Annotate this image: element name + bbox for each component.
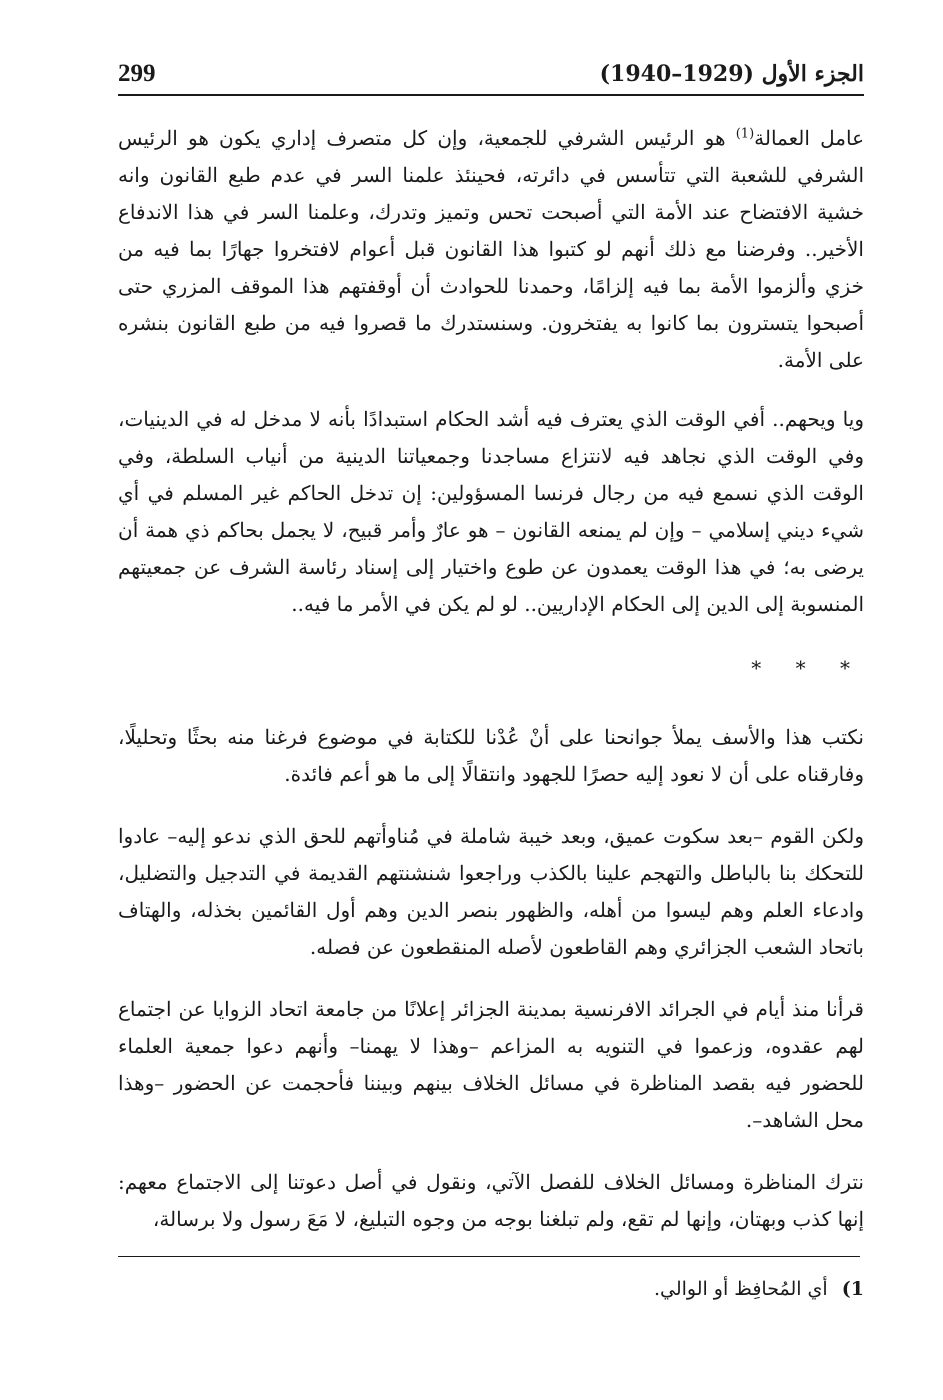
footnote-text: أي المُحافِظ أو الوالي. [653, 1278, 828, 1300]
paragraph-1 [118, 120, 864, 379]
paragraph-1-start: عامل العمالة [754, 126, 864, 150]
paragraph-5: قرأنا منذ أيام في الجرائد الافرنسية بمدينة الجزائر إعلانًا من جامعة اتحاد الزوايا عن اجتماع لهم عقدوه، وزعموا في التنويه به المزاعم –وهذا لا يهمنا– وأنهم دعوا جمعية العلماء للحضور فيه بقصد المناظرة في مسائل الخلاف بينهم وبيننا فأحجمت عن الحضور –وهذا محل الشاهد–. [118, 997, 864, 1132]
page-header [118, 54, 864, 96]
paragraph-4: ولكن القوم –بعد سكوت عميق، وبعد خيبة شاملة في مُناوأتهم للحق الذي ندعو إليه– عادوا للتحكك بنا بالباطل والتهجم علينا بالكذب وراجعوا شنشنتهم القديمة في التدجيل والتضليل، وادعاء العلم وهم ليسوا من أهله، والظهور بنصر الدين وهم أول القائمين بخذله، والهتاف باتحاد الشعب الجزائري وهم القاطعون لأصله المنقطعون عن فصله. [118, 824, 864, 959]
paragraph-2: ويا ويحهم.. أفي الوقت الذي يعترف فيه أشد الحكام استبدادًا بأنه لا مدخل له في الدينيات، وفي الوقت الذي نجاهد فيه لانتزاع مساجدنا وجمعياتنا الدينية من أنياب السلطة، وفي الوقت الذي نسمع فيه من رجال فرنسا المسؤولين: إن تدخل الحاكم غير المسلم في أي شيء ديني إسلامي – وإن لم يمنعه القانون – هو عارٌ وأمر قبيح، لا يجمل بحاكم ذي همة أن يرضى به؛ في هذا الوقت يعمدون عن طوع واختيار إلى إسناد رئاسة الشرف عن جمعيتهم المنسوبة إلى الدين إلى الحكام الإداريين.. لو لم يكن في الأمر ما فيه.. [118, 407, 864, 616]
paragraph-3: نكتب هذا والأسف يملأ جوانحنا على أنْ عُدْنا للكتابة في موضوع فرغنا منه بحثًا وتحليلًا، وفارقناه على أن لا نعود إليه حصرًا للجهود وانتقالًا إلى ما هو أعم فائدة. [118, 725, 865, 786]
footnote-reference: (1) [735, 126, 755, 142]
paragraph-6: نترك المناظرة ومسائل الخلاف للفصل الآتي، ونقول في أصل دعوتنا إلى الاجتماع معهم: إنها كذب وبهتان، وإنها لم تقع، ولم تبلغنا بوجه من وجوه التبليغ، لا مَعَ رسول ولا برسالة، [118, 1170, 864, 1231]
footnote [118, 1274, 864, 1304]
paragraph-1-rest: هو الرئيس الشرفي للجمعية، وإن كل متصرف إداري يكون هو الرئيس الشرفي للشعبة التي تتأسس في دائرته، فحينئذ علمنا السر في عدم طبع القانون وانه خشية الافتضاح عند الأمة التي أصبحت تحس وتميز وتدرك، وعلمنا السر في هذا الاندفاع الأخير.. وفرضنا مع ذلك أنهم لو كتبوا هذا القانون قبل أعوام لافتخروا جهارًا بما فيه من خزي وألزموا الأمة بما فيه إلزامًا، وحمدنا للحوادث أن أوقفتهم هذا الموقف المزري حتى أصبحوا يتسترون بما كانوا به يفتخرون. وسنستدرك ما قصروا فيه من طبع القانون بنشره على الأمة. [118, 126, 864, 372]
footnote-number: 1) [841, 1278, 864, 1300]
page-number: 299 [118, 60, 156, 87]
section-separator: * * * [751, 656, 864, 680]
footnote-divider [118, 1256, 860, 1257]
running-title: الجزء الأول (1929–1940) [599, 61, 864, 87]
body-text [118, 120, 864, 1263]
